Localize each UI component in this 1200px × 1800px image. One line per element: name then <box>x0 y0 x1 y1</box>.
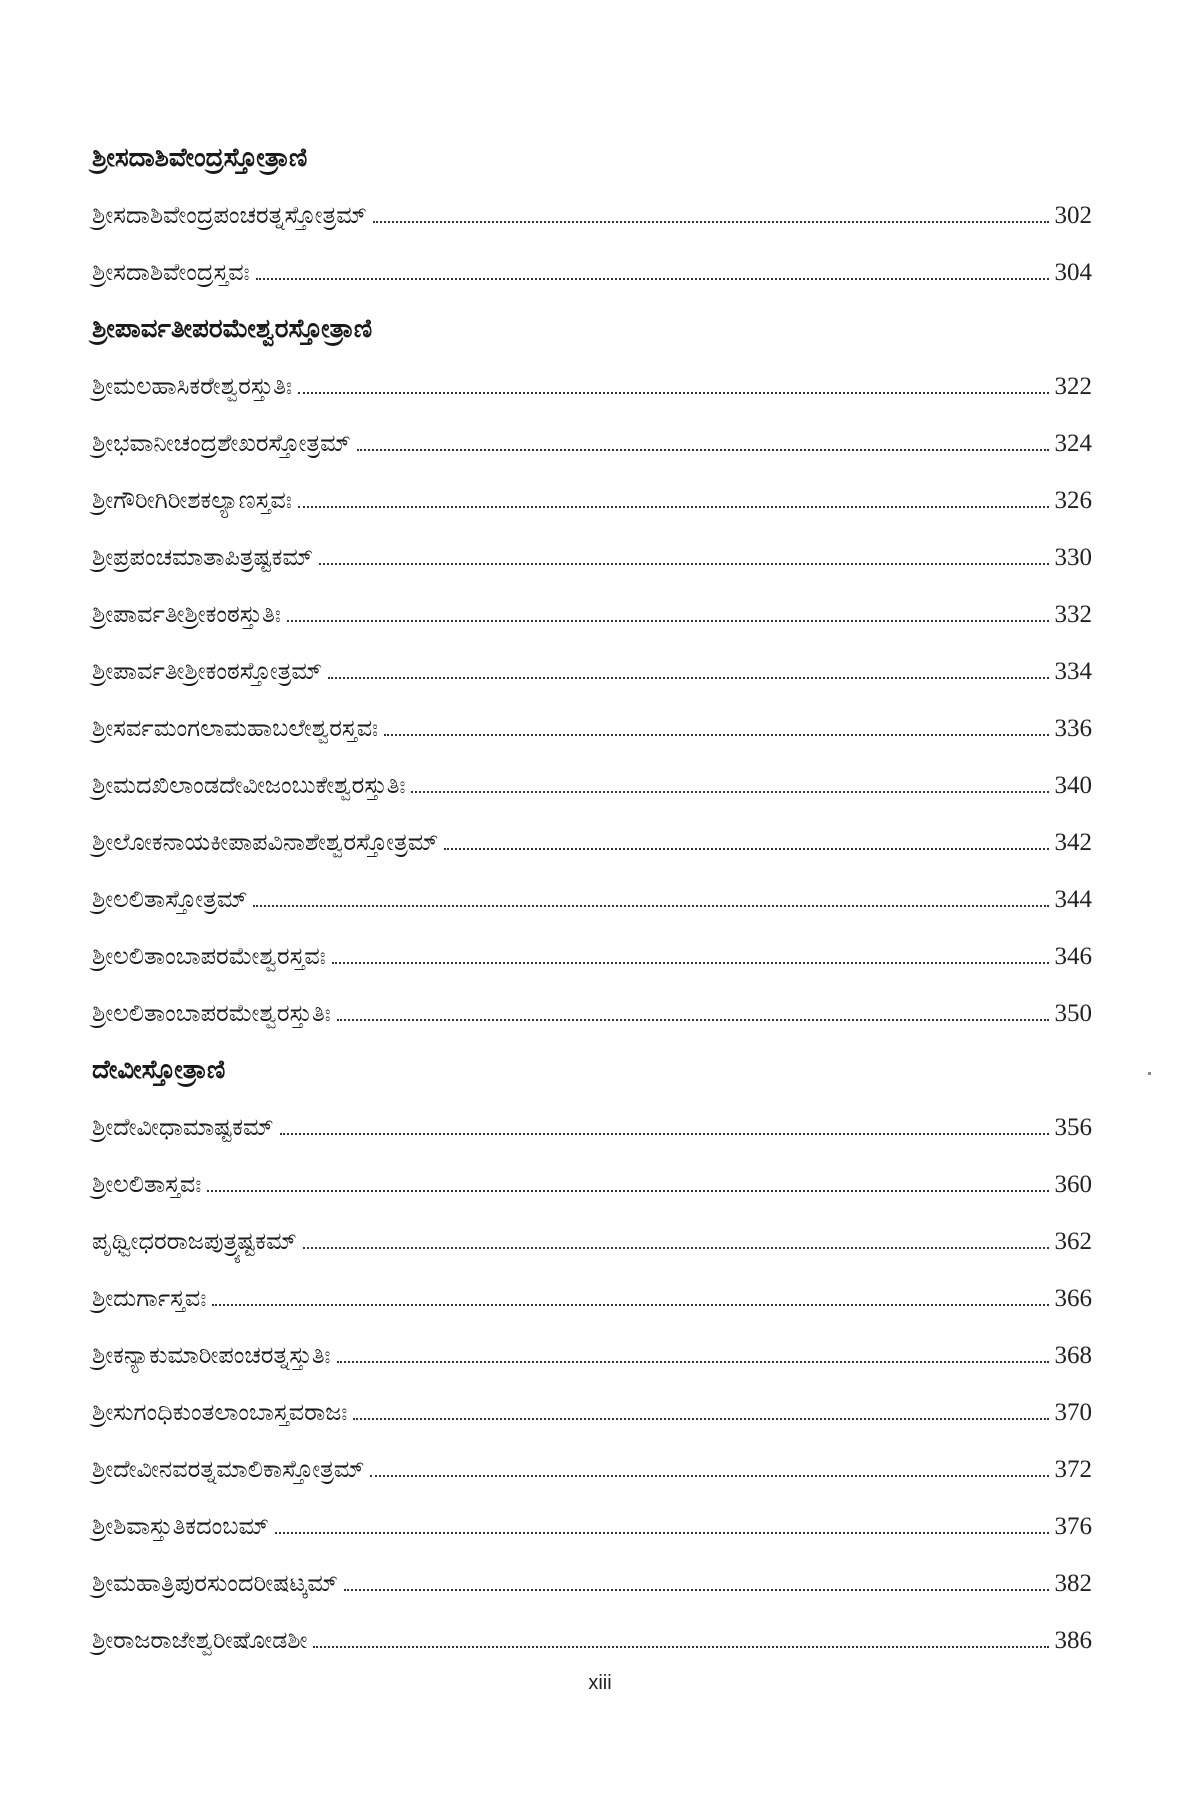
entry-title: ಶ್ರೀಸದಾಶಿವೇಂದ್ರಸ್ತವಃ <box>92 258 250 286</box>
page-number: 344 <box>1054 886 1092 913</box>
toc-entry[interactable] <box>92 871 1092 928</box>
toc-entry[interactable] <box>92 244 1092 301</box>
entry-title: ಶ್ರೀಶಿವಾಸ್ತುತಿಕದಂಬಮ್ <box>92 1512 270 1540</box>
entry-title: ಶ್ರೀಪಾರ್ವತೀಶ್ರೀಕಂಠಸ್ತೋತ್ರಮ್ <box>92 657 322 685</box>
section-heading: ದೇವೀಸ್ತೋತ್ರಾಣಿ <box>92 1055 226 1085</box>
dot-leader <box>313 1646 1048 1648</box>
page-number: 386 <box>1054 1627 1092 1654</box>
dot-leader <box>373 221 1049 223</box>
entry-title: ಶ್ರೀಲಲಿತಾಂಬಾಪರಮೇಶ್ವರಸ್ತುತಿಃ <box>92 999 331 1027</box>
toc-entry[interactable] <box>92 1327 1092 1384</box>
page-number: 368 <box>1054 1342 1092 1369</box>
entry-title: ಶ್ರೀಲಲಿತಾಸ್ತೋತ್ರಮ್ <box>92 885 248 913</box>
entry-title: ಶ್ರೀಮಹಾತ್ರಿಪುರಸುಂದರೀಷಟ್ಕಮ್ <box>92 1569 338 1597</box>
page-number: 370 <box>1054 1399 1092 1426</box>
entry-title: ಶ್ರೀರಾಜರಾಜೇಶ್ವರೀಷೋಡಶೀ <box>92 1626 308 1654</box>
page-number: 360 <box>1054 1171 1092 1198</box>
dot-leader <box>384 734 1048 736</box>
toc-entry[interactable] <box>92 529 1092 586</box>
toc-entry[interactable] <box>92 700 1092 757</box>
toc-entry[interactable] <box>92 1555 1092 1612</box>
toc-entry[interactable] <box>92 1156 1092 1213</box>
page-number: 340 <box>1054 772 1092 799</box>
page-number: 356 <box>1054 1114 1092 1141</box>
entry-title: ಶ್ರೀದುರ್ಗಾಸ್ತವಃ <box>92 1284 207 1312</box>
entry-title: ಶ್ರೀಪ್ರಪಂಚಮಾತಾಪಿತ್ರಷ್ಟಕಮ್ <box>92 543 314 571</box>
scan-speck <box>1148 1072 1151 1075</box>
page-number: 324 <box>1054 430 1092 457</box>
page-number: 350 <box>1054 1000 1092 1027</box>
toc-entry[interactable] <box>92 928 1092 985</box>
page-folio: xiii <box>588 1672 612 1694</box>
toc-entry[interactable] <box>92 415 1092 472</box>
table-of-contents <box>92 130 1092 1669</box>
dot-leader <box>411 791 1048 793</box>
dot-leader <box>275 1532 1048 1534</box>
page-number: 376 <box>1054 1513 1092 1540</box>
entry-title: ಶ್ರೀಮದಖಿಲಾಂಡದೇವೀಜಂಬುಕೇಶ್ವರಸ್ತುತಿಃ <box>92 771 406 799</box>
toc-entry[interactable] <box>92 472 1092 529</box>
toc-entry[interactable] <box>92 1384 1092 1441</box>
dot-leader <box>344 1589 1049 1591</box>
page-number: 332 <box>1054 601 1092 628</box>
dot-leader <box>256 278 1049 280</box>
dot-leader <box>303 1247 1049 1249</box>
dot-leader <box>207 1190 1048 1192</box>
page-number: 346 <box>1054 943 1092 970</box>
toc-entry[interactable] <box>92 814 1092 871</box>
dot-leader <box>357 449 1049 451</box>
dot-leader <box>337 1019 1049 1021</box>
section-heading: ಶ್ರೀಪಾರ್ವತೀಪರಮೇಶ್ವರಸ್ತೋತ್ರಾಣಿ <box>92 314 373 344</box>
toc-entry[interactable] <box>92 1213 1092 1270</box>
dot-leader <box>280 1133 1049 1135</box>
page-number: 334 <box>1054 658 1092 685</box>
dot-leader <box>328 677 1049 679</box>
dot-leader <box>353 1418 1048 1420</box>
toc-entry[interactable] <box>92 643 1092 700</box>
entry-title: ಶ್ರೀದೇವೀಧಾಮಾಷ್ಟಕಮ್ <box>92 1113 274 1141</box>
entry-title: ಶ್ರೀಸುಗಂಧಿಕುಂತಲಾಂಬಾಸ್ತವರಾಜಃ <box>92 1398 348 1426</box>
entry-title: ಶ್ರೀಲಲಿತಾಸ್ತವಃ <box>92 1170 202 1198</box>
dot-leader <box>298 392 1049 394</box>
page-number: 372 <box>1054 1456 1092 1483</box>
page-number: 302 <box>1054 202 1092 229</box>
toc-entry[interactable] <box>92 187 1092 244</box>
dot-leader <box>212 1304 1048 1306</box>
entry-title: ಶ್ರೀದೇವೀನವರತ್ನಮಾಲಿಕಾಸ್ತೋತ್ರಮ್ <box>92 1455 365 1483</box>
page-number: 304 <box>1054 259 1092 286</box>
entry-title: ಪೃಥ್ವೀಧರರಾಜಪುತ್ರ್ಯಷ್ಟಕಮ್ <box>92 1227 297 1255</box>
entry-title: ಶ್ರೀಭವಾನೀಚಂದ್ರಶೇಖರಸ್ತೋತ್ರಮ್ <box>92 429 351 457</box>
toc-entry[interactable] <box>92 1099 1092 1156</box>
dot-leader <box>298 506 1049 508</box>
dot-leader <box>337 1361 1049 1363</box>
entry-title: ಶ್ರೀಲಲಿತಾಂಬಾಪರಮೇಶ್ವರಸ್ತವಃ <box>92 942 326 970</box>
entry-title: ಶ್ರೀಪಾರ್ವತೀಶ್ರೀಕಂಠಸ್ತುತಿಃ <box>92 600 281 628</box>
entry-title: ಶ್ರೀಸರ್ವಮಂಗಲಾಮಹಾಬಲೇಶ್ವರಸ್ತವಃ <box>92 714 379 742</box>
dot-leader <box>370 1475 1048 1477</box>
toc-entry[interactable] <box>92 757 1092 814</box>
page-number: 322 <box>1054 373 1092 400</box>
entry-title: ಶ್ರೀಗೌರೀಗಿರೀಶಕಲ್ಯಾಣಸ್ತವಃ <box>92 486 292 514</box>
entry-title: ಶ್ರೀಸದಾಶಿವೇಂದ್ರಪಂಚರತ್ನಸ್ತೋತ್ರಮ್ <box>92 201 367 229</box>
dot-leader <box>287 620 1049 622</box>
page-number: 342 <box>1054 829 1092 856</box>
entry-title: ಶ್ರೀಲೋಕನಾಯಕೀಪಾಪವಿನಾಶೇಶ್ವರಸ್ತೋತ್ರಮ್ <box>92 828 439 856</box>
entry-title: ಶ್ರೀಕನ್ಯಾಕುಮಾರೀಪಂಚರತ್ನಸ್ತುತಿಃ <box>92 1341 331 1369</box>
dot-leader <box>253 905 1048 907</box>
dot-leader <box>332 962 1049 964</box>
page-number: 336 <box>1054 715 1092 742</box>
page-number: 382 <box>1054 1570 1092 1597</box>
toc-entry[interactable] <box>92 358 1092 415</box>
page-number: 330 <box>1054 544 1092 571</box>
entry-title: ಶ್ರೀಮಲಹಾಸಿಕರೇಶ್ವರಸ್ತುತಿಃ <box>92 372 292 400</box>
page-number: 362 <box>1054 1228 1092 1255</box>
toc-entry[interactable] <box>92 1270 1092 1327</box>
page-number: 326 <box>1054 487 1092 514</box>
page-number: 366 <box>1054 1285 1092 1312</box>
toc-entry[interactable] <box>92 1498 1092 1555</box>
dot-leader <box>319 563 1048 565</box>
toc-entry[interactable] <box>92 586 1092 643</box>
toc-entry[interactable] <box>92 1612 1092 1669</box>
dot-leader <box>444 848 1048 850</box>
toc-entry[interactable] <box>92 985 1092 1042</box>
toc-entry[interactable] <box>92 1441 1092 1498</box>
section-heading: ಶ್ರೀಸದಾಶಿವೇಂದ್ರಸ್ತೋತ್ರಾಣಿ <box>92 143 308 173</box>
